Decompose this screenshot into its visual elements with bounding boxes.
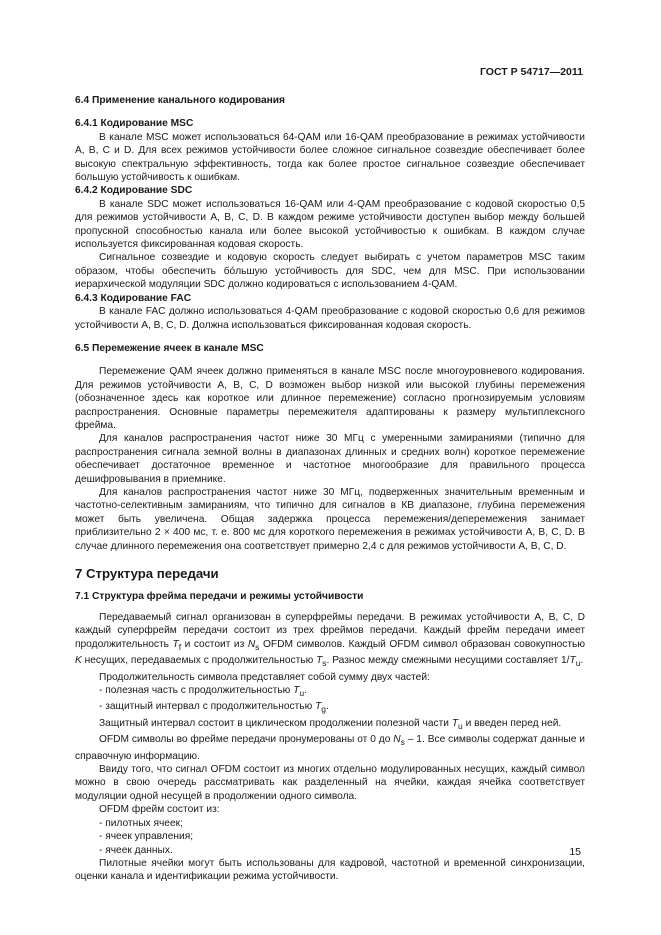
paragraph: В канале SDC может использоваться 16-QAM или 4-QAM преобразование с кодовой скоростью 0,5 для режимов устойчивости A, B, C, D. В каждом режиме устойчивости доступен выбор между большей пропускной способностью канала или более высокой устойчивостью к ошибкам. В каждом случае используется фиксированная кодовая скорость. [75,198,585,251]
paragraph: Для каналов распространения частот ниже 30 МГц с умеренными замираниями (типично для распространения сигнала земной волны в диапазонах длинных и средних волн) короткое перемежение обеспечивает достаточное временное и частотное многообразие для правильного процесса дешифровывания в приемнике. [75,433,585,485]
section-6-5-title: 6.5 Перемежение ячеек в канале MSC [75,342,264,354]
paragraph: Продолжительность символа представляет собой сумму двух частей: [99,671,430,683]
paragraph: Пилотные ячейки могут быть использованы для кадровой, частотной и временной синхронизации, оценки канала и идентификации режима устойчивости. [75,857,585,883]
paragraph: OFDM символы во фрейме передачи пронумерованы от 0 до $N_s - 1$. Все символы содержат данные и справочную информацию. [75,734,585,762]
paragraph: Перемежение QAM ячеек должно применяться в канале MSC после многоуровневого кодирования. Для режимов устойчивости A, B, C, D возможен выбор низкой или высокой глубины перемежения (обозначенное здесь как короткое или длинное перемежение) согласно прогнозируемым условиям распространения. Основные параметры перемежителя адаптированы к размеру мультиплексного фрейма. [75,366,585,431]
list-item: - защитный интервал с продолжительностью $T_g$. [99,701,329,715]
section-6-4-3-title: 6.4.3 Кодирование FAC [75,292,192,304]
page-number: 15 [569,846,581,858]
list-item: - ячеек управления; [99,831,194,843]
standard-header: ГОСТ Р 54717—2011 [479,66,583,78]
paragraph: Ввиду того, что сигнал OFDM состоит из многих отдельно модулированных несущих, каждый символ можно в свою очередь рассматривать как разделенный на ячейки, каждая ячейка соответствует модуляции одной несущей в продолжении одного символа. [75,764,585,802]
paragraph: Для каналов распространения частот ниже 30 МГц, подверженных значительным временным и частотно-селективным замираниям, что типично для сигналов в КВ диапазоне, глубина перемежения может быть увеличена. Общая задержка процесса перемежения/деперемежения занимает приблизительно 2 × 400 мс, т. е. 800 мс для короткого перемежения в режимах устойчивости A, B, C, D. В случае длинного перемежения она соответствует примерно 2,4 с для режимов устойчивости A, B, C, D. [75,486,585,552]
paragraph: Сигнальное созвездие и кодовую скорость следует выбирать с учетом параметров MSC таким образом, чтобы обеспечить бóльшую устойчивость для SDC, чем для MSC. При использовании иерархической модуляции SDC должно кодироваться с использованием 4-QAM. [75,252,585,291]
document-body [75,94,585,884]
paragraph: В канале FAC должно использоваться 4-QAM преобразование с кодовой скоростью 0,6 для режимов устойчивости A, B, C, D. Должна использоваться фиксированная кодовая скорость. [75,306,585,331]
section-6-4-2-title: 6.4.2 Кодирование SDC [75,185,193,197]
list-item: - пилотных ячеек; [99,817,183,829]
paragraph-frame-structure: Передаваемый сигнал организован в суперфреймы передачи. В режимах устойчивости A, B, C, D каждый суперфрейм передачи состоит из трех фреймов передачи. Каждый фрейм передачи имеет продолжительность $T_f$ и состоит из $N_s$ OFDM символов. Каждый OFDM символ образован совокупностью K несущих, передаваемых с продолжительностью $T_s$. Разнос между смежными несущими составляет $1/T_u$. [75,611,585,669]
section-6-4-title: 6.4 Применение канального кодирования [75,95,285,106]
list-item: - полезная часть с продолжительностью $T_u$. [99,684,307,698]
paragraph: Защитный интервал состоит в циклическом продолжении полезной части $T_u$ и введен перед ней. [99,717,562,731]
section-7-title: 7 Структура передачи [75,566,219,581]
section-7-1-title: 7.1 Структура фрейма передачи и режимы устойчивости [75,591,364,603]
section-6-4-1-title: 6.4.1 Кодирование MSC [75,118,194,130]
list-item: - ячеек данных. [99,844,173,856]
paragraph: OFDM фрейм состоит из: [99,804,220,816]
paragraph: В канале MSC может использоваться 64-QAM или 16-QAM преобразование в режимах устойчивости A, B, C и D. Для всех режимов устойчивости более сложное сигнальное созвездие обеспечивает более высокую спектральную эффективность, тогда как более простое сигнальное созвездие обеспечивает большую устойчивость к ошибкам. [75,131,585,184]
